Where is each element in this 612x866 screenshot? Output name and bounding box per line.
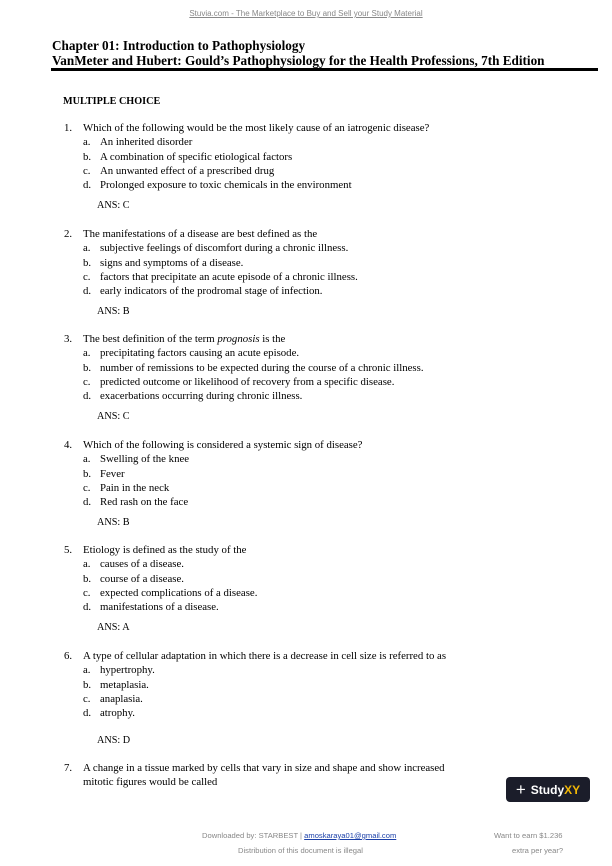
- question-number: 7.: [64, 762, 73, 774]
- footer-downloaded: Downloaded by: STARBEST | amoskaraya01@gmail.com: [202, 831, 397, 840]
- option-b: b. Fever: [83, 467, 125, 480]
- chapter-title: Chapter 01: Introduction to Pathophysiology: [52, 38, 306, 53]
- footer-earn-line2: extra per year?: [512, 846, 564, 855]
- answer: ANS: D: [97, 735, 131, 747]
- stuvia-banner-link[interactable]: Stuvia.com - The Marketplace to Buy and Sell your Study Material: [189, 9, 423, 18]
- question-1: [64, 121, 429, 214]
- option-c: c. anaplasia.: [83, 692, 143, 705]
- question-number: 4.: [64, 439, 73, 451]
- option-a: a. Swelling of the knee: [83, 453, 190, 466]
- question-4: [64, 438, 362, 531]
- question-number: 1.: [64, 122, 73, 134]
- question-2: [64, 227, 358, 320]
- question-6: [64, 649, 446, 749]
- answer: ANS: C: [97, 200, 130, 212]
- option-b: b. metaplasia.: [83, 678, 149, 691]
- option-c: c. expected complications of a disease.: [83, 586, 258, 599]
- document-header: [52, 38, 598, 68]
- footer-earn-line1: Want to earn $1.236: [494, 831, 563, 840]
- question-stem: The manifestations of a disease are best defined as the: [83, 228, 318, 240]
- option-a: a. subjective feelings of discomfort during a chronic illness.: [83, 242, 349, 255]
- answer: ANS: B: [97, 306, 130, 318]
- section-title: MULTIPLE CHOICE: [63, 96, 161, 107]
- option-b: b. A combination of specific etiological factors: [83, 150, 293, 163]
- question-number: 2.: [64, 228, 73, 240]
- option-a: a. An inherited disorder: [83, 136, 193, 149]
- option-c: c. An unwanted effect of a prescribed drug: [83, 164, 275, 177]
- question-stem: A change in a tissue marked by cells that vary in size and shape and show increased mitotic figures would be called: [83, 762, 445, 789]
- option-d: d. Red rash on the face: [83, 496, 189, 509]
- question-3: [64, 332, 424, 425]
- option-c: c. factors that precipitate an acute episode of a chronic illness.: [83, 270, 358, 283]
- book-title: VanMeter and Hubert: Gould’s Pathophysiology for the Health Professions, 7th Edition: [52, 53, 545, 68]
- question-number: 5.: [64, 544, 73, 556]
- footer-distribution: Distribution of this document is illegal: [238, 846, 363, 855]
- option-d: d. exacerbations occurring during chronic illness.: [83, 390, 303, 403]
- question-5: [64, 543, 257, 636]
- option-a: a. hypertrophy.: [83, 664, 155, 677]
- answer: ANS: A: [97, 622, 130, 634]
- option-d: d. Prolonged exposure to toxic chemicals in the environment: [83, 179, 352, 192]
- option-b: b. course of a disease.: [83, 572, 184, 585]
- option-b: b. signs and symptoms of a disease.: [83, 256, 244, 269]
- option-a: a. precipitating factors causing an acute episode.: [83, 347, 300, 360]
- option-c: c. predicted outcome or likelihood of recovery from a specific disease.: [83, 375, 395, 388]
- answer: ANS: B: [97, 517, 130, 529]
- option-d: d. early indicators of the prodromal stage of infection.: [83, 285, 323, 298]
- plus-icon: +: [515, 780, 526, 799]
- badge-label: StudyXY: [530, 782, 581, 797]
- question-number: 6.: [64, 650, 73, 662]
- studyxy-badge[interactable]: [506, 777, 590, 802]
- question-stem: Which of the following would be the most likely cause of an iatrogenic disease?: [83, 122, 430, 134]
- question-stem: Which of the following is considered a systemic sign of disease?: [83, 439, 363, 451]
- question-number: 3.: [64, 333, 73, 345]
- header-rule: [51, 68, 598, 71]
- question-stem: The best definition of the term prognosis is the: [83, 333, 286, 345]
- answer: ANS: C: [97, 411, 130, 423]
- footer-email-link[interactable]: amoskaraya01@gmail.com: [304, 831, 397, 840]
- question-stem: A type of cellular adaptation in which there is a decrease in cell size is referred to as: [83, 650, 447, 662]
- option-b: b. number of remissions to be expected during the course of a chronic illness.: [83, 361, 424, 374]
- option-c: c. Pain in the neck: [83, 481, 170, 494]
- option-d: d. atrophy.: [83, 707, 135, 720]
- italic-term: prognosis: [217, 333, 260, 345]
- question-stem: Etiology is defined as the study of the: [83, 544, 247, 556]
- option-d: d. manifestations of a disease.: [83, 601, 219, 614]
- option-a: a. causes of a disease.: [83, 558, 184, 571]
- question-7: [64, 761, 445, 790]
